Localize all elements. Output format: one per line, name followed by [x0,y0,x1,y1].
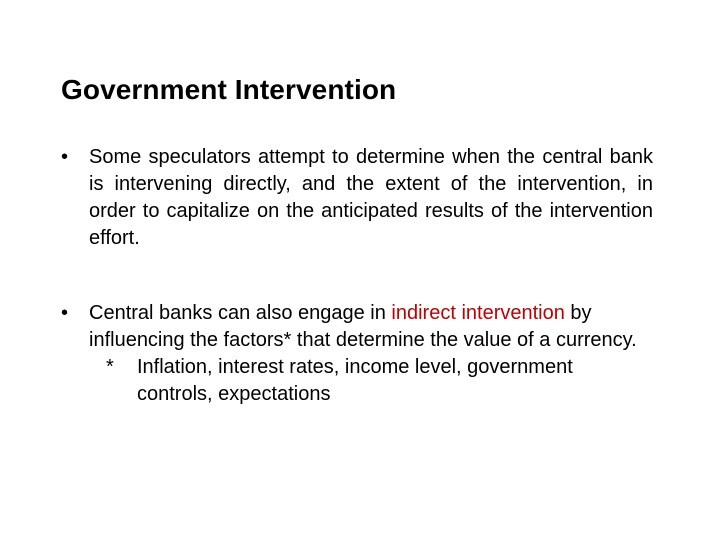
highlighted-term: indirect intervention [391,302,565,324]
bullet-icon: • [61,146,69,168]
bullet-icon: • [61,302,69,324]
bullet-text-after: by influencing the factors* that determine the value of a currency. [89,302,637,351]
bullet-text-before: Central banks can also engage in [89,302,392,324]
footnote [107,354,653,408]
slide-title: Government Intervention [61,74,397,105]
bullet-item [61,300,653,408]
bullet-text: Some speculators attempt to determine when the central bank is intervening directly, and the extent of the intervention, in order to capitalize on the anticipated results of the intervention effort. [89,146,653,249]
bullet-text [89,300,653,354]
footnote-text: Inflation, interest rates, income level, government controls, expectations [137,356,573,405]
footnote-marker: * [106,356,114,378]
bullet-item [61,144,653,252]
